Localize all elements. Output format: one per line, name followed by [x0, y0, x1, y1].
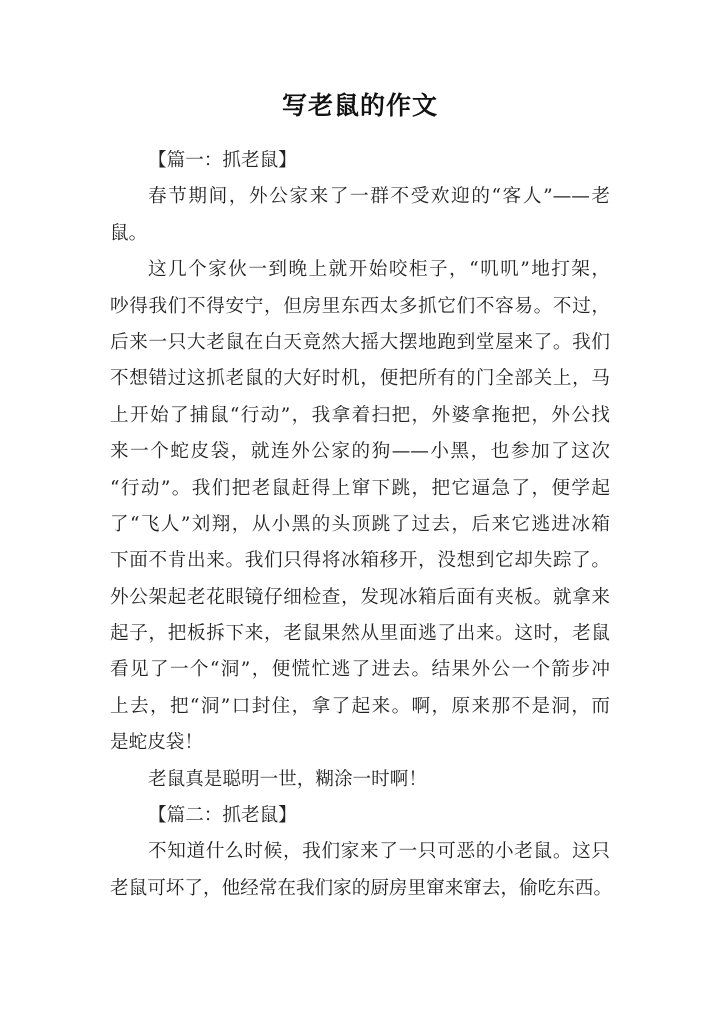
paragraph-line: 上开始了捕鼠“行动”，我拿着扫把，外婆拿拖把，外公找: [110, 404, 610, 426]
paragraph-line: 吵得我们不得安宁，但房里东西太多抓它们不容易。不过，: [110, 295, 610, 317]
paragraph-line: 不知道什么时候，我们家来了一只可恶的小老鼠。这只: [148, 841, 610, 863]
paragraph-line: 看见了一个“洞”，便慌忙逃了进去。结果外公一个箭步冲: [110, 659, 610, 681]
paragraph-line: 来一个蛇皮袋，就连外公家的狗——小黑，也参加了这次: [110, 441, 610, 463]
paragraph-line: 上去，把“洞”口封住，拿了起来。啊，原来那不是洞，而: [110, 695, 610, 717]
paragraph-line: “行动”。我们把老鼠赶得上窜下跳，把它逼急了，便学起: [110, 477, 610, 499]
paragraph-line: 老鼠真是聪明一世，糊涂一时啊！: [148, 768, 427, 790]
section-heading-1: 【篇一：抓老鼠】: [148, 150, 297, 171]
paragraph-line: 起子，把板拆下来，老鼠果然从里面逃了出来。这时，老鼠: [110, 623, 610, 645]
paragraph-line: 外公架起老花眼镜仔细检查，发现冰箱后面有夹板。就拿来: [110, 586, 610, 608]
paragraph-line: 了“飞人”刘翔，从小黑的头顶跳了过去，后来它逃进冰箱: [110, 513, 610, 535]
section-heading-2: 【篇二：抓老鼠】: [148, 805, 297, 827]
paragraph-line: 不想错过这抓老鼠的大好时机，便把所有的门全部关上，马: [110, 368, 610, 390]
paragraph-line: 是蛇皮袋！: [110, 732, 203, 754]
paragraph-line: 这几个家伙一到晚上就开始咬柜子，“叽叽”地打架，: [148, 259, 610, 281]
document-title: 写老鼠的作文: [281, 91, 438, 120]
document-body: [110, 143, 613, 907]
paragraph-line: 老鼠可坏了，他经常在我们家的厨房里窜来窜去，偷吃东西。: [110, 877, 613, 899]
paragraph-line: 鼠。: [110, 222, 148, 244]
paragraph-line: 春节期间，外公家来了一群不受欢迎的“客人”——老: [148, 186, 610, 208]
paragraph-line: 后来一只大老鼠在白天竟然大摇大摆地跑到堂屋来了。我们: [110, 331, 610, 353]
paragraph-line: 下面不肯出来。我们只得将冰箱移开，没想到它却失踪了。: [110, 550, 610, 572]
